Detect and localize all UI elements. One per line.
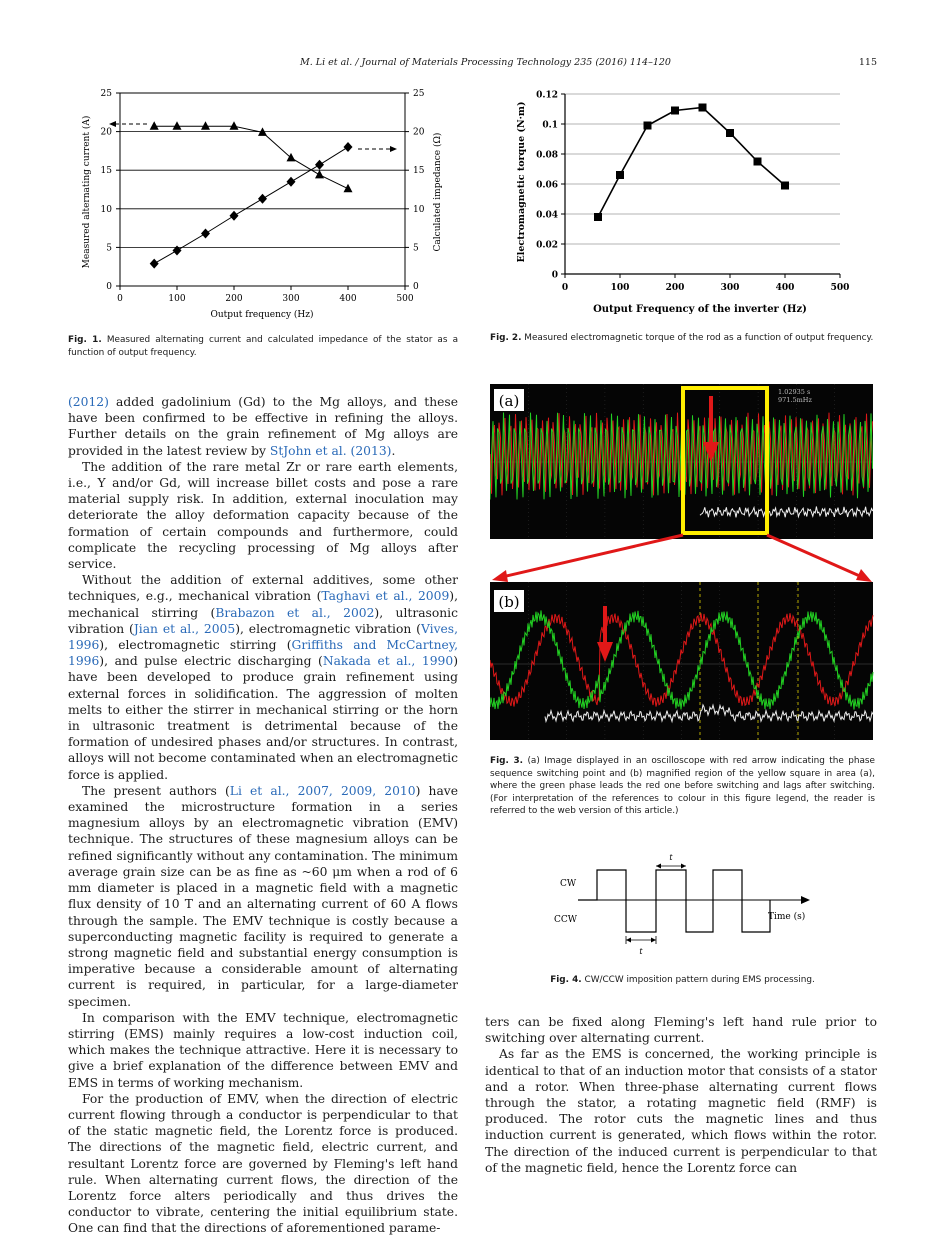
fig1-xlabel: Output frequency (Hz) (210, 310, 314, 320)
fig3-caption-label: Fig. 3. (490, 756, 524, 766)
fig1-triangle-point (150, 121, 159, 130)
fig4-caption (490, 974, 875, 987)
text-run: ), electromagnetic vibration ( (235, 621, 421, 636)
citation-link[interactable]: Taghavi et al., 2009 (321, 589, 450, 604)
paragraph (68, 783, 458, 1010)
text-run: added gadolinium (Gd) to the Mg alloys, and these have been confirmed to be effective in refining the alloys. Further details on the grain refinement of Mg alloys are provided in the latest review by (68, 395, 458, 458)
fig1-plot-frame (120, 93, 405, 286)
fig1-ylabel-right: Calculated impedance (Ω) (433, 132, 443, 252)
fig2-square-point (644, 122, 652, 130)
fig2-square-point (616, 171, 624, 179)
citation-link[interactable]: Jian et al., 2005 (133, 621, 236, 636)
fig4-ccw-label: CCW (554, 915, 578, 925)
fig1-diamond-point (201, 229, 210, 239)
fig2-ytick-label: 0 (551, 270, 558, 281)
fig1-diamond-point (344, 142, 353, 152)
citation-link[interactable]: (2012) (68, 395, 109, 409)
citation-link[interactable]: Nakada et al., 1990 (322, 654, 454, 669)
fig1-diamond-point (173, 245, 182, 255)
fig4-t-top-arrow-l (656, 864, 661, 869)
fig1-diamond-point (230, 211, 239, 221)
fig2-square-point (781, 182, 789, 190)
fig2-xtick-label: 100 (610, 283, 630, 293)
citation-link[interactable]: Li et al., 2007, 2009, 2010 (229, 783, 416, 798)
text-run: ), mechanical stirring ( (68, 589, 458, 620)
paragraph: The addition of the rare metal Zr or rare earth elements, i.e., Y and/or Gd, will increase billet costs and pose a rare material supply risk. In addition, external inoculation may deteriorate the alloy deformation capacity because of the formation of certain compounds and furthermore, could complicate the recycling processing of Mg alloys after service. (68, 459, 458, 572)
fig1-ytick-label-right: 25 (413, 89, 425, 99)
fig3-zoom-arrowhead-left (492, 570, 508, 582)
fig4-caption-label: Fig. 4. (550, 975, 582, 985)
page-number: 115 (858, 57, 877, 68)
text-run: Without the addition of external additives, some other techniques, e.g., mechanical vibration ( (68, 573, 458, 604)
paragraph: For the production of EMV, when the direction of electric current flowing through a conductor is perpendicular to that of the static magnetic field, the Lorentz force is produced. The directions of the magnetic field, electric current, and resultant Lorentz force are governed by Fleming's left hand rule. When alternating current flows, the direction of the Lorentz force alters periodically and thus drives the conductor to vibrate, centering the initial equilibrium state. One can find that the directions of aforementioned parame- (68, 1091, 458, 1236)
fig4-time-label: Time (s) (768, 912, 806, 922)
fig1-triangle-point (315, 170, 324, 179)
fig2-xlabel: Output Frequency of the inverter (Hz) (593, 304, 807, 315)
fig3-caption (490, 755, 875, 818)
fig3-zoom-arrow-left (502, 535, 683, 577)
paragraph: In comparison with the EMV technique, electromagnetic stirring (EMS) mainly requires a low-cost induction coil, which makes the technique attractive. Here it is necessary to give a brief explanation of the difference between EMV and EMS in terms of working mechanism. (68, 1010, 458, 1090)
fig2-ytick-label: 0.08 (536, 150, 558, 161)
fig3-zoom-arrow-right (767, 535, 862, 577)
fig2-caption-text: Measured electromagnetic torque of the rod as a function of output frequency. (524, 333, 874, 343)
fig1-caption-label: Fig. 1. (68, 335, 102, 345)
fig4-diagram (550, 848, 820, 958)
text-run: ) have been developed to produce grain refinement using external forces in solidification. The aggression of molten melts to either the stirrer in mechanical stirring or the horn in ultrasonic treatment is detrimental because of the formation of undesired phases and/or structures. In contrast, alloys will not become contaminated when an electromagnetic force is applied. (68, 654, 458, 782)
fig1-ytick-label-right: 15 (413, 166, 425, 177)
fig4-cw-label: CW (560, 879, 577, 889)
fig1-triangle-point (287, 153, 296, 162)
fig1-xtick-label: 100 (168, 294, 186, 304)
paragraph: As far as the EMS is concerned, the working principle is identical to that of an induction motor that consists of a stator and a rotor. When three-phase alternating current flows through the stator, a rotating magnetic field (RMF) is produced. The rotor cuts the magnetic lines and thus induction current is generated, which flows within the rotor. The direction of the induced current is perpendicular to that of the magnetic field, hence the Lorentz force can (485, 1047, 877, 1175)
fig2-square-point (699, 104, 707, 112)
citation-link[interactable]: Vives, 1996 (68, 621, 459, 653)
fig1-ytick-label-left: 10 (100, 204, 112, 215)
fig1-diamond-point (315, 160, 324, 170)
text-run: . (391, 443, 396, 458)
citation-link[interactable]: StJohn et al. (2013) (269, 443, 392, 458)
fig2-ytick-label: 0.06 (536, 180, 558, 191)
fig2-ytick-label: 0.04 (536, 210, 558, 221)
text-run: ) have examined the microstructure formation in a series magnesium alloys by an electromagnetic vibration (EMV) technique. The structures of these magnesium alloys can be refined significantly without any contamination. The minimum average grain size can be as fine as ~60 μm when a rod of 6 mm diameter is placed in a magnetic field with a magnetic flux density of 10 T and an alternating current of 60 A flows through the sample. The EMV technique is costly because a superconducting magnetic facility is required to generate a strong magnetic field and substantial energy consumption is imperative because a considerable amount of alternating current is required, in particular, for a large-diameter specimen. (68, 783, 459, 1009)
paragraph (68, 572, 458, 783)
fig1-ytick-label-left: 0 (106, 282, 112, 292)
fig2-xtick-label: 0 (561, 283, 569, 293)
text-run: ), ultrasonic vibration ( (68, 605, 458, 636)
fig2-xtick-label: 400 (775, 283, 795, 293)
fig1-ytick-label-left: 25 (100, 89, 112, 99)
fig4-t-top-label: t (669, 853, 673, 862)
fig3a-readout-2: 971.5mHz (778, 396, 812, 404)
fig1-ytick-label-left: 15 (100, 166, 112, 177)
fig1-chart (75, 80, 455, 325)
fig4-time-arrowhead (801, 896, 810, 904)
fig3-caption-text: (a) Image displayed in an oscilloscope with red arrow indicating the phase sequence switching point and (b) magnified region of the yellow square in area (a), where the green phase leads the red one before switching and lags after switching. (For interpretation of the references to colour in this figure legend, the reader is referred to the web version of this article.) (490, 756, 876, 817)
fig4-square-wave (578, 870, 770, 932)
fig2-ylabel: Electromagnetic torque (N·m) (516, 101, 527, 263)
fig1-triangle-point (201, 121, 210, 130)
fig1-xtick-label: 200 (225, 294, 243, 304)
citation-link[interactable]: Brabazon et al., 2002 (215, 605, 375, 620)
fig1-ytick-label-right: 5 (413, 243, 419, 254)
fig4-caption-text: CW/CCW imposition pattern during EMS processing. (584, 975, 815, 985)
text-run: ), electromagnetic stirring ( (99, 638, 292, 653)
right-column-text (485, 1014, 877, 1176)
fig2-caption-label: Fig. 2. (490, 333, 522, 343)
fig3-zoom-arrowhead-right (856, 569, 872, 582)
fig2-ytick-label: 0.02 (536, 240, 558, 251)
fig4-t-top-arrow-r (681, 864, 686, 869)
fig1-ytick-label-right: 20 (413, 127, 425, 138)
text-run: The present authors ( (82, 783, 230, 798)
paragraph: ters can be fixed along Fleming's left hand rule prior to switching over alternating current. (485, 1015, 877, 1046)
fig1-ytick-label-right: 10 (413, 204, 425, 215)
fig1-xtick-label: 0 (117, 294, 123, 304)
fig3a-label: (a) (498, 392, 520, 410)
fig1-triangle-point (173, 121, 182, 130)
fig2-chart (510, 82, 875, 320)
fig2-ytick-label: 0.12 (536, 90, 558, 101)
fig1-left-arrowhead (109, 121, 116, 127)
text-run: ), and pulse electric discharging ( (99, 654, 323, 669)
fig1-series-line (154, 126, 348, 189)
fig1-ytick-label-right: 0 (413, 282, 419, 292)
fig1-caption (68, 334, 458, 359)
fig2-ytick-label: 0.1 (542, 120, 558, 131)
fig2-xtick-label: 200 (665, 283, 685, 293)
fig1-diamond-point (150, 259, 159, 269)
fig3a-readout-1: 1.02935 s (778, 388, 811, 396)
fig1-diamond-point (287, 177, 296, 187)
fig1-triangle-point (230, 121, 239, 130)
fig1-xtick-label: 500 (396, 294, 414, 304)
left-column-text (68, 394, 458, 1237)
fig2-square-point (671, 107, 679, 115)
fig4-t-bottom-label: t (639, 947, 643, 956)
fig2-square-point (594, 213, 602, 221)
fig1-ytick-label-left: 5 (106, 243, 112, 254)
fig1-right-arrowhead (390, 146, 397, 152)
paragraph (68, 394, 458, 459)
fig2-square-point (754, 158, 762, 166)
fig2-xtick-label: 500 (830, 283, 850, 293)
citation-link[interactable]: Griffiths and McCartney, 1996 (68, 638, 458, 669)
fig2-square-point (726, 129, 734, 137)
running-title: M. Li et al. / Journal of Materials Processing Technology 235 (2016) 114–120 (300, 57, 671, 68)
fig1-triangle-point (344, 184, 353, 193)
fig3b-label: (b) (498, 593, 520, 611)
fig3-oscilloscope (490, 384, 875, 744)
fig2-xtick-label: 300 (720, 283, 740, 293)
fig1-xtick-label: 400 (339, 294, 357, 304)
fig1-diamond-point (258, 194, 267, 204)
fig4-t-bottom-arrow-l (626, 938, 631, 943)
fig1-ytick-label-left: 20 (100, 127, 112, 138)
fig2-caption (490, 332, 875, 345)
fig1-caption-text: Measured alternating current and calculated impedance of the stator as a function of output frequency. (68, 335, 459, 358)
fig1-xtick-label: 300 (282, 294, 300, 304)
fig1-ylabel-left: Measured alternating current (A) (82, 115, 92, 269)
fig4-t-bottom-arrow-r (651, 938, 656, 943)
